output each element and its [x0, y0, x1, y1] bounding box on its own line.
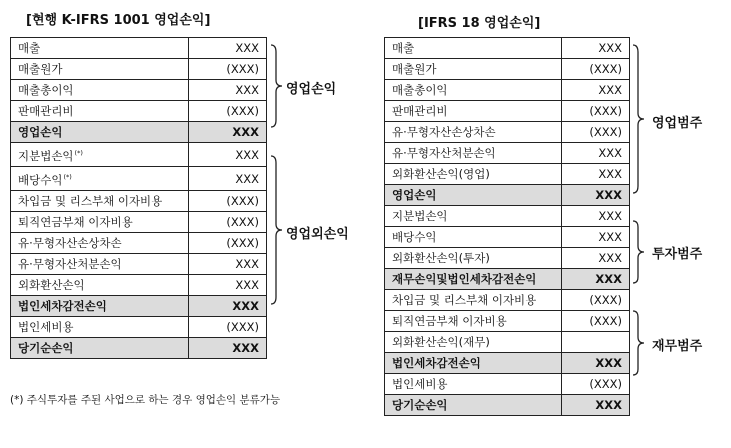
footnote-mark: (*) [63, 173, 72, 181]
line-item-text: 배당수익 [18, 173, 63, 187]
statement-row [385, 101, 630, 122]
line-item-label [385, 143, 562, 164]
line-item-label [385, 290, 562, 311]
statement-row [11, 338, 267, 359]
statement-row [385, 374, 630, 395]
line-item-label [385, 332, 562, 353]
line-item-text: 영업손익 [18, 125, 63, 139]
line-item-value: XXX [562, 269, 630, 290]
line-item-value: XXX [562, 395, 630, 416]
statement-row [385, 185, 630, 206]
line-item-value: (XXX) [189, 212, 267, 233]
line-item-label [11, 191, 189, 212]
statement-row [11, 233, 267, 254]
line-item-text: 재무손익및법인세차감전손익 [392, 272, 537, 286]
line-item-value: (XXX) [189, 191, 267, 212]
line-item-text: 외화환산손익(재무) [392, 335, 490, 349]
statement-row [385, 38, 630, 59]
line-item-text: 매출원가 [392, 62, 437, 76]
statement-row [385, 227, 630, 248]
line-item-value: (XXX) [189, 317, 267, 338]
line-item-label [385, 353, 562, 374]
line-item-value: (XXX) [562, 59, 630, 80]
line-item-text: 유·무형자산처분손익 [392, 146, 496, 160]
line-item-value: XXX [189, 38, 267, 59]
statement-row [11, 317, 267, 338]
line-item-label [11, 101, 189, 122]
line-item-label [11, 167, 189, 191]
line-item-value: (XXX) [562, 122, 630, 143]
line-item-label [11, 296, 189, 317]
line-item-value: XXX [562, 143, 630, 164]
line-item-label [385, 206, 562, 227]
line-item-label [385, 101, 562, 122]
line-item-text: 지분법손익 [18, 149, 74, 163]
line-item-label [11, 143, 189, 167]
brace-nonoperating-left [270, 155, 284, 305]
line-item-text: 배당수익 [392, 230, 437, 244]
statement-row [385, 290, 630, 311]
line-item-value: (XXX) [562, 311, 630, 332]
line-item-label [11, 254, 189, 275]
line-item-label [385, 164, 562, 185]
line-item-label [385, 248, 562, 269]
line-item-label [11, 212, 189, 233]
line-item-value: (XXX) [562, 101, 630, 122]
line-item-text: 매출 [18, 41, 41, 55]
statement-row [11, 143, 267, 167]
statement-row [385, 164, 630, 185]
statement-row [385, 311, 630, 332]
line-item-label [11, 317, 189, 338]
line-item-value: XXX [189, 143, 267, 167]
statement-row [11, 101, 267, 122]
line-item-label [11, 38, 189, 59]
category-nonoperating-left: 영업외손익 [286, 227, 349, 242]
statement-row [11, 212, 267, 233]
line-item-label [11, 275, 189, 296]
statement-row [385, 59, 630, 80]
statement-row [11, 122, 267, 143]
statement-row [11, 38, 267, 59]
line-item-value [562, 332, 630, 353]
statement-row [385, 248, 630, 269]
line-item-label [11, 59, 189, 80]
statement-row [385, 206, 630, 227]
line-item-text: 유·무형자산처분손익 [18, 257, 122, 271]
line-item-label [385, 185, 562, 206]
line-item-value: XXX [189, 122, 267, 143]
statement-row [11, 275, 267, 296]
line-item-value: XXX [562, 38, 630, 59]
line-item-text: 퇴직연금부채 이자비용 [392, 314, 507, 328]
statement-row [385, 143, 630, 164]
line-item-text: 법인세차감전손익 [18, 299, 107, 313]
line-item-text: 매출총이익 [392, 83, 448, 97]
left-title: [현행 K-IFRS 1001 영업손익] [26, 13, 211, 28]
line-item-text: 매출 [392, 41, 415, 55]
line-item-value: XXX [562, 185, 630, 206]
statement-row [385, 269, 630, 290]
line-item-value: XXX [189, 80, 267, 101]
line-item-value: XXX [189, 275, 267, 296]
line-item-label [385, 395, 562, 416]
line-item-value: XXX [189, 296, 267, 317]
line-item-text: 법인세비용 [392, 377, 448, 391]
line-item-text: 당기순손익 [392, 398, 448, 412]
line-item-value: (XXX) [189, 233, 267, 254]
footnote-mark: (*) [74, 149, 83, 157]
statement-row [11, 59, 267, 80]
statement-row [11, 296, 267, 317]
left-statement-table [10, 37, 267, 359]
line-item-value: (XXX) [562, 290, 630, 311]
line-item-value: XXX [189, 254, 267, 275]
line-item-text: 외화환산손익(영업) [392, 167, 490, 181]
line-item-text: 매출원가 [18, 62, 63, 76]
statement-row [11, 80, 267, 101]
line-item-label [385, 38, 562, 59]
line-item-value: (XXX) [189, 59, 267, 80]
line-item-text: 당기순손익 [18, 341, 74, 355]
brace-operating-right [632, 44, 646, 194]
line-item-text: 판매관리비 [18, 104, 74, 118]
right-statement-table [384, 37, 630, 416]
line-item-value: XXX [562, 80, 630, 101]
statement-row [385, 332, 630, 353]
category-investing-right: 투자범주 [652, 247, 703, 262]
brace-operating-left [270, 44, 284, 128]
line-item-text: 유·무형자산손상차손 [18, 236, 122, 250]
line-item-text: 퇴직연금부채 이자비용 [18, 215, 133, 229]
line-item-label [385, 122, 562, 143]
line-item-text: 유·무형자산손상차손 [392, 125, 496, 139]
statement-row [385, 353, 630, 374]
footnote: (*) 주식투자를 주된 사업으로 하는 경우 영업손익 분류가능 [10, 394, 281, 406]
line-item-value: XXX [562, 206, 630, 227]
statement-row [385, 395, 630, 416]
line-item-text: 법인세차감전손익 [392, 356, 481, 370]
line-item-label [385, 80, 562, 101]
line-item-value: XXX [562, 353, 630, 374]
brace-investing-right [632, 220, 646, 284]
line-item-value: XXX [562, 164, 630, 185]
statement-row [385, 80, 630, 101]
line-item-value: XXX [189, 338, 267, 359]
line-item-value: (XXX) [189, 101, 267, 122]
line-item-value: XXX [562, 227, 630, 248]
category-financing-right: 재무범주 [652, 339, 703, 354]
line-item-value: (XXX) [562, 374, 630, 395]
line-item-label [11, 122, 189, 143]
line-item-text: 매출총이익 [18, 83, 74, 97]
line-item-text: 판매관리비 [392, 104, 448, 118]
line-item-label [385, 59, 562, 80]
statement-row [11, 191, 267, 212]
line-item-label [385, 227, 562, 248]
line-item-label [385, 269, 562, 290]
line-item-text: 지분법손익 [392, 209, 448, 223]
line-item-label [11, 338, 189, 359]
line-item-value: XXX [562, 248, 630, 269]
line-item-text: 외화환산손익(투자) [392, 251, 490, 265]
line-item-value: XXX [189, 167, 267, 191]
line-item-label [385, 311, 562, 332]
statement-row [11, 254, 267, 275]
line-item-text: 외화환산손익 [18, 278, 85, 292]
line-item-label [11, 80, 189, 101]
line-item-text: 차입금 및 리스부채 이자비용 [18, 194, 163, 208]
line-item-label [385, 374, 562, 395]
statement-row [11, 167, 267, 191]
brace-financing-right [632, 310, 646, 376]
right-title: [IFRS 18 영업손익] [418, 16, 541, 31]
category-operating-right: 영업범주 [652, 116, 703, 131]
line-item-label [11, 233, 189, 254]
line-item-text: 차입금 및 리스부채 이자비용 [392, 293, 537, 307]
line-item-text: 영업손익 [392, 188, 437, 202]
line-item-text: 법인세비용 [18, 320, 74, 334]
statement-row [385, 122, 630, 143]
category-operating-left: 영업손익 [286, 82, 337, 97]
